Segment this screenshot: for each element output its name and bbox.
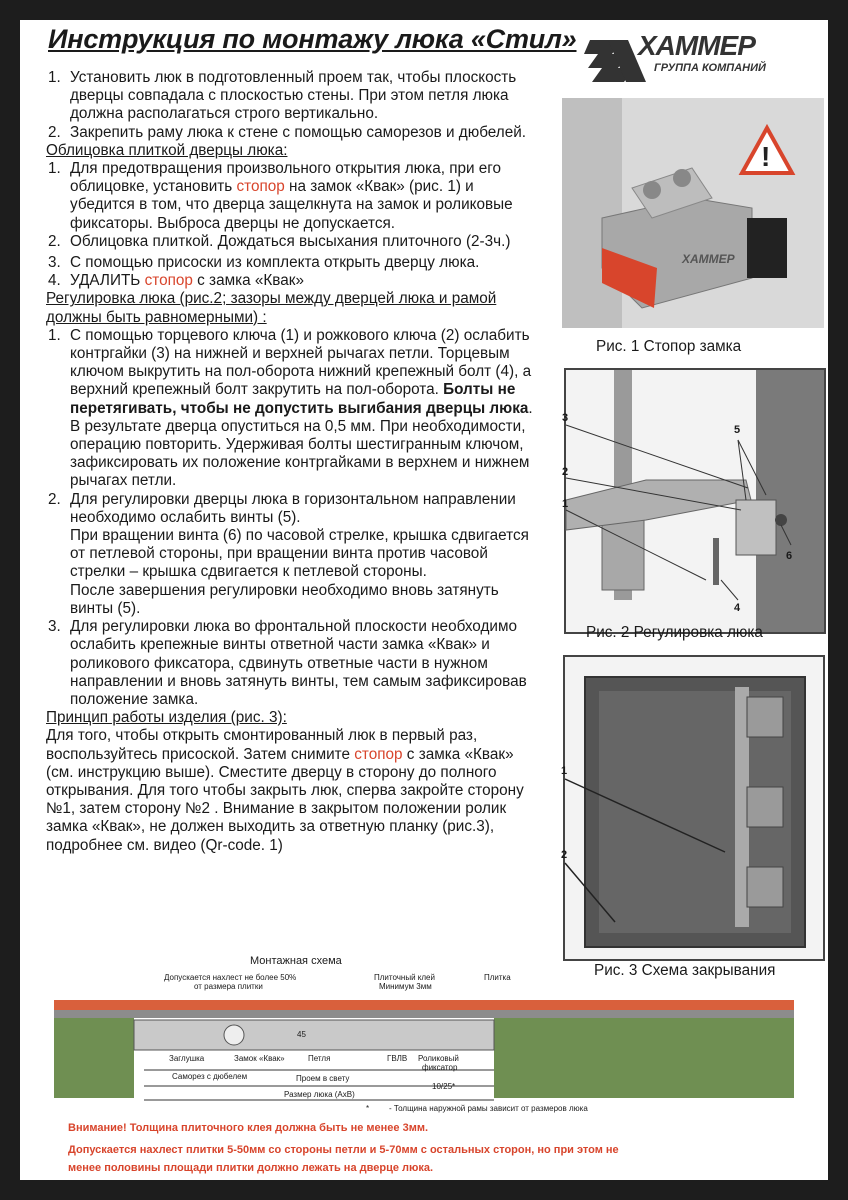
callout-label: 2	[561, 849, 568, 861]
item-text: Для регулировки дверцы люка в горизонтальном направлении необходимо ослабить винты (5).	[70, 490, 516, 526]
mounting-scheme-diagram	[54, 970, 794, 1120]
scheme-label: Минимум 3мм	[379, 982, 432, 991]
item-number: 4.	[48, 272, 61, 290]
tiling-item-1	[46, 160, 536, 233]
scheme-label: Роликовый	[418, 1054, 459, 1063]
scheme-label: Саморез с дюбелем	[172, 1072, 248, 1081]
tile-layer	[54, 1000, 794, 1010]
item-number: 3.	[48, 618, 61, 636]
figure-3-caption: Рис. 3 Схема закрывания	[594, 962, 776, 979]
scheme-label: - Толщина наружной рамы зависит от размеров люка	[389, 1104, 588, 1113]
intro-item-2	[46, 124, 536, 142]
adjust-item-1	[46, 327, 536, 491]
item-number: 1.	[48, 326, 61, 344]
section-adjustment-title: Регулировка люка (рис.2; зазоры между дверцей люка и рамой должны быть равномерными) :	[46, 290, 497, 326]
scheme-label: ГВЛВ	[387, 1054, 408, 1063]
scheme-label: Размер люка (АхВ)	[284, 1090, 355, 1099]
intro-item-1	[46, 69, 536, 124]
figure-2-caption: Рис. 2 Регулировка люка	[586, 624, 763, 641]
item-text: на замок «Квак» (рис. 1) и убедится в том, что дверца защелкнута на замок и роликовые фиксаторы. Выброса дверцы не допускается.	[70, 178, 513, 232]
scheme-label: *	[366, 1104, 370, 1113]
callout-label: 2	[562, 466, 569, 478]
callout-label: 3	[562, 412, 569, 424]
tiling-item-3	[46, 254, 536, 272]
item-text: . В результате дверца опуститься на 0,5 мм. При необходимости, операцию повторить. Удерживая болты шестигранным ключом, зафиксировать их положение контргайками в верхнем и нижнем рычагах петли.	[70, 399, 533, 490]
item-number: 2.	[48, 232, 61, 250]
scheme-label: 10/25*	[432, 1082, 456, 1091]
item-number: 3.	[48, 254, 61, 272]
item-text: с замка «Квак» (см. инструкцию выше). Сместите дверцу в сторону до полного открывания. Для того чтобы закрыть люк, сперва закройте сторону №1, затем сторону №2 . Внимание в закрытом положении ролик замка «Квак», не должен выходить за ответную планку (рис.3), подробнее см. видео (Qr-code. 1)	[46, 745, 524, 854]
callout-label: 1	[561, 765, 568, 777]
item-text: Закрепить раму люка к стене с помощью саморезов и дюбелей.	[70, 123, 527, 141]
adjust-item-2-p2: При вращении винта (6) по часовой стрелке, крышка сдвигается от петлевой стороны, при вращении винта против часовой стрелки – крышка сдвигается к петлевой стороны.	[70, 527, 529, 581]
page-title: Инструкция по монтажу люка «Стил»	[48, 24, 577, 54]
item-text: С помощью торцевого ключа (1) и рожкового ключа (2) ослабить контргайки (3) на нижней и верхней рычагах петли. Торцевым ключом выкрутить на пол-оборота нижний крепежный болт (4), а верхний крепежный болт закрутить на пол-оборота.	[70, 326, 532, 399]
item-text: УДАЛИТЬ	[70, 272, 145, 290]
logo-brand: ХАММЕР	[638, 30, 755, 61]
item-text: Облицовка плиткой. Дождаться высыхания плиточного (2-3ч.)	[70, 232, 511, 250]
instruction-sheet	[20, 20, 828, 1180]
item-text: Установить люк в подготовленный проем так, чтобы плоскость дверцы совпадала с плоскостью стены. При этом петля люка должна располагаться строго вертикально.	[70, 69, 517, 123]
warning-line-2: Допускается нахлест плитки 5-50мм со стороны петли и 5-70мм с остальных сторон, но при этом не	[68, 1144, 619, 1156]
scheme-label: Петля	[308, 1054, 331, 1063]
item-number: 1.	[48, 69, 61, 86]
scheme-title: Монтажная схема	[250, 955, 342, 967]
scheme-label: Проем в свету	[296, 1074, 350, 1083]
scheme-label: 45	[297, 1030, 306, 1039]
logo-subtitle: ГРУППА КОМПАНИЙ	[654, 62, 766, 74]
figure-1-caption: Рис. 1 Стопор замка	[596, 338, 742, 355]
company-logo	[588, 32, 778, 87]
section-principle-title: Принцип работы изделия (рис. 3):	[46, 709, 287, 727]
scheme-label: Допускается нахлест не более 50%	[164, 973, 297, 982]
stopper-highlight: стопор	[236, 178, 285, 196]
stopper-highlight: стопор	[144, 272, 193, 290]
adjust-item-2	[46, 491, 536, 527]
tiling-item-2	[46, 233, 536, 251]
callout-label: 1	[562, 498, 569, 510]
callout-label: 6	[786, 550, 793, 562]
lock-brand-label: ХАММЕР	[682, 252, 735, 266]
stopper-highlight: стопор	[354, 745, 403, 763]
tiling-item-4	[46, 272, 536, 290]
adjust-item-3	[46, 618, 536, 709]
bold-warning: Болты не перетягивать, чтобы не допустить выгибания дверцы люка	[70, 381, 529, 417]
item-text: С помощью присоски из комплекта открыть дверцу люка.	[70, 254, 480, 272]
scheme-label: от размера плитки	[194, 982, 263, 991]
callout-label: 4	[734, 602, 741, 614]
scheme-label: Замок «Квак»	[234, 1054, 285, 1063]
warning-line-3: менее половины площади плитки должно лежать на дверце люка.	[68, 1162, 434, 1174]
wall-left	[54, 1018, 134, 1098]
item-number: 2.	[48, 123, 61, 141]
figure-3-closing-scheme	[563, 655, 825, 961]
item-number: 2.	[48, 490, 61, 508]
callout-label: 5	[734, 424, 741, 436]
warning-line-1: Внимание! Толщина плиточного клея должна быть не менее 3мм.	[68, 1122, 429, 1134]
figure-2-adjustment-diagram	[564, 368, 826, 634]
item-number: 1.	[48, 160, 61, 178]
item-text: с замка «Квак»	[192, 272, 304, 290]
svg-text:!: !	[761, 141, 771, 172]
scheme-label: фиксатор	[422, 1063, 458, 1072]
scheme-label: Заглушка	[169, 1054, 205, 1063]
wall-right	[494, 1018, 794, 1098]
item-text: Для регулировки люка во фронтальной плоскости необходимо ослабить крепежные винты ответной части замка «Квак» и роликового фиксатора, сдвинуть ответные части в нужном направлении и вновь затянуть винты, тем самым зафиксировав положение замка.	[70, 618, 527, 708]
adjust-item-2-p3: После завершения регулировки необходимо вновь затянуть винты (5).	[70, 581, 499, 617]
item-text: Для того, чтобы открыть смонтированный люк в первый раз, воспользуйтесь присоской. Затем снимите	[46, 727, 478, 763]
instructions-text	[46, 69, 536, 855]
section-tiling-title: Облицовка плиткой дверцы люка:	[46, 141, 288, 159]
scheme-label: Плиточный клей	[374, 973, 435, 982]
figure-1-stopper-photo	[562, 98, 824, 328]
item-text: Для предотвращения произвольного открытия люка, при его облицовке, установить	[70, 160, 502, 196]
scheme-label: Плитка	[484, 973, 511, 982]
principle-text	[46, 727, 536, 854]
